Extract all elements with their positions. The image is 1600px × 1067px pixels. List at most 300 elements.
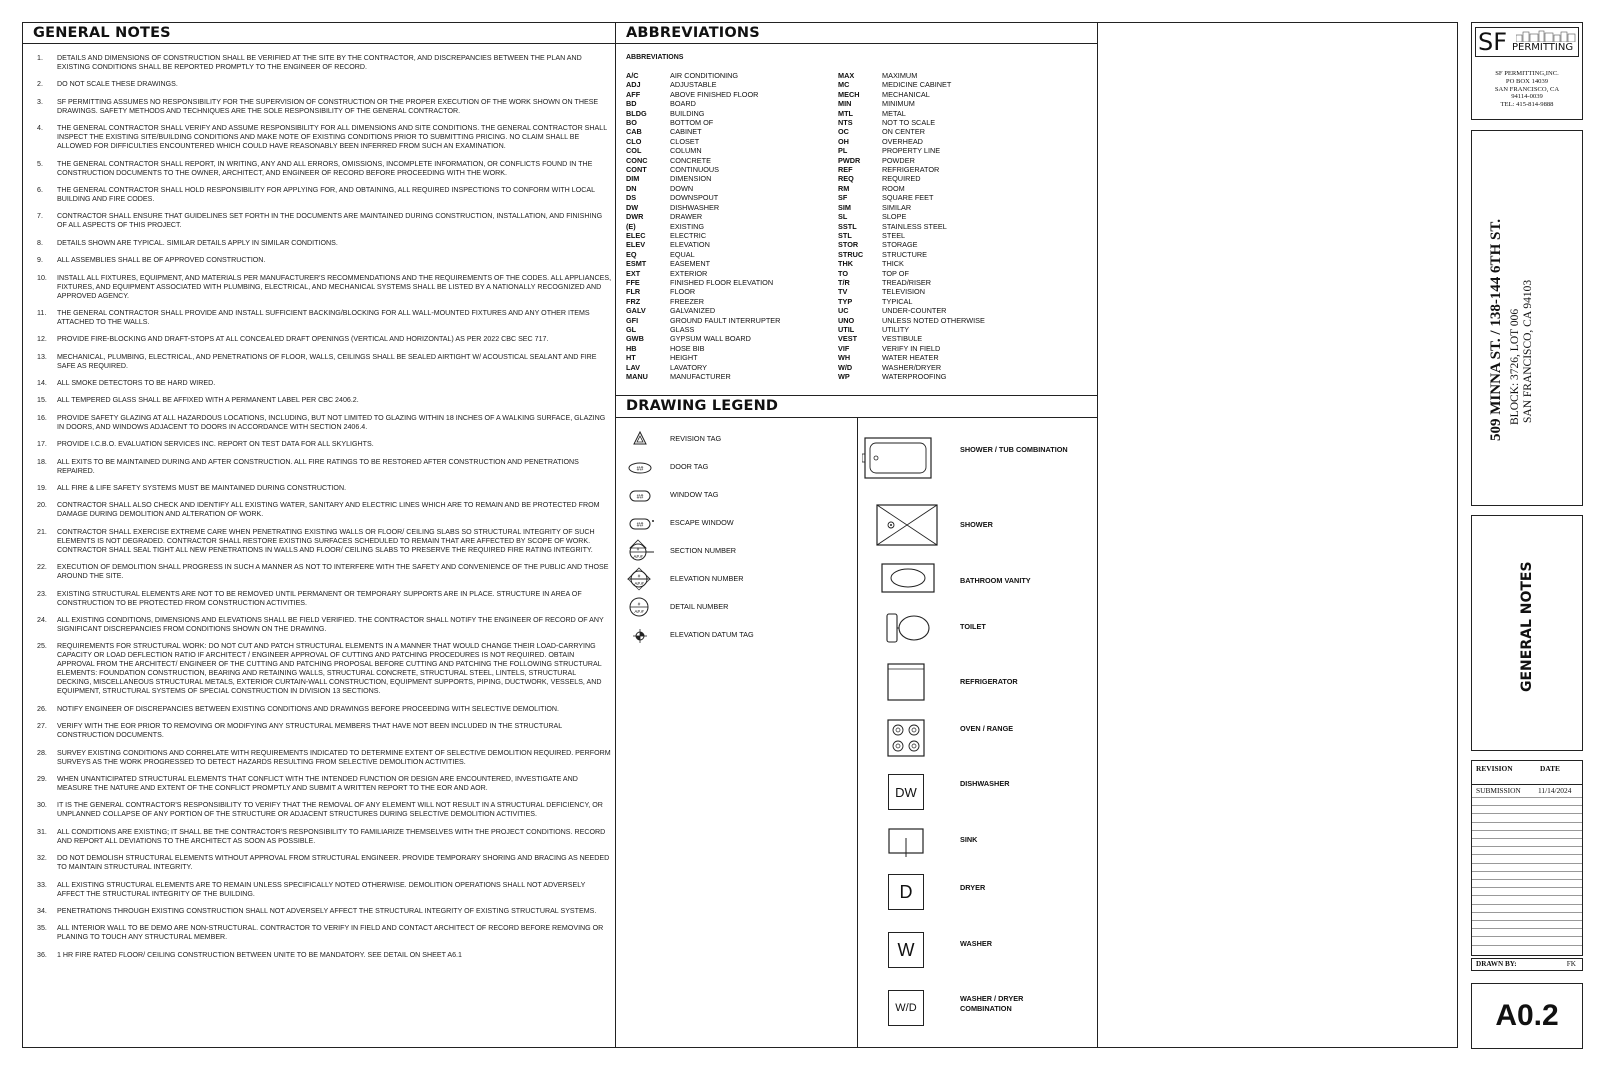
abbreviation-code: WP xyxy=(838,372,850,381)
note-text: ALL ASSEMBLIES SHALL BE OF APPROVED CONSTRUCTION. xyxy=(57,256,266,265)
company-block xyxy=(1471,22,1583,120)
abbreviation-row xyxy=(838,240,985,249)
project-city: SAN FRANCISCO, CA 94103 xyxy=(1522,279,1534,423)
note-text: THE GENERAL CONTRACTOR SHALL PROVIDE AND INSTALL SUFFICIENT BACKING/BLOCKING FOR ALL WALL-MOUNTED FIXTURES AND ANY OTHER ITEMS ATTACHED TO THE WALLS. xyxy=(57,308,590,326)
abbreviation-meaning: STORAGE xyxy=(882,240,918,250)
elevation-number-glyph-top: # xyxy=(637,573,641,579)
elevation-datum-icon xyxy=(632,628,648,644)
note-item xyxy=(37,828,612,846)
abbreviation-code: GALV xyxy=(626,306,646,316)
abbreviation-code: RM xyxy=(838,183,850,193)
abbreviation-meaning: STAINLESS STEEL xyxy=(882,221,947,231)
oven-range-icon xyxy=(886,718,926,758)
abbreviation-meaning: WATERPROOFING xyxy=(882,372,947,381)
abbreviation-row xyxy=(626,231,780,240)
note-item xyxy=(37,854,612,872)
revision-grid-line xyxy=(1472,822,1582,823)
drawn-by-block xyxy=(1471,958,1583,971)
revision-grid-line xyxy=(1472,854,1582,855)
abbreviation-code: ADJ xyxy=(626,80,641,90)
date-header: DATE xyxy=(1540,764,1560,773)
revision-grid-line xyxy=(1472,879,1582,880)
abbreviation-row xyxy=(626,316,780,325)
abbreviation-row xyxy=(838,90,985,99)
section-number-icon xyxy=(624,538,656,562)
note-text: SF PERMITTING ASSUMES NO RESPONSIBILITY FOR THE SUPERVISION OF CONSTRUCTION OR THE PROPER EXECUTION OF THE WORK SHOWN ON THESE DRAWINGS. SAFETY METHODS AND TECHNIQUES ARE THE SOLE RESPONSIBILITY OF THE GENERAL CONTRACTOR. xyxy=(57,97,599,115)
note-item xyxy=(37,124,612,151)
note-number: 28. xyxy=(37,748,47,757)
note-item xyxy=(37,749,612,767)
note-number: 15. xyxy=(37,396,47,405)
note-number: 3. xyxy=(37,97,43,106)
note-text: PROVIDE I.C.B.O. EVALUATION SERVICES INC. REPORT ON TEST DATA FOR ALL SKYLIGHTS. xyxy=(57,440,374,449)
abbreviation-row xyxy=(626,165,780,174)
project-block-lot: BLOCK: 3726, LOT 006 xyxy=(1509,308,1521,425)
elevation-number-glyph-bottom: A#.# xyxy=(634,581,644,586)
abbreviation-row xyxy=(626,184,780,193)
abbreviation-code: ESMT xyxy=(626,259,647,269)
dishwasher-icon: DW xyxy=(888,774,924,810)
sheet-title-block xyxy=(1471,515,1583,751)
abbreviation-code: HT xyxy=(626,353,636,363)
abbreviation-meaning: NOT TO SCALE xyxy=(882,118,936,128)
abbreviation-code: MAX xyxy=(838,71,855,80)
note-item xyxy=(37,274,612,301)
abbreviation-meaning: CABINET xyxy=(670,127,702,137)
legend-detail-number: DETAIL NUMBER xyxy=(670,602,729,611)
drawing-legend-title: DRAWING LEGEND xyxy=(626,398,779,414)
abbreviation-row xyxy=(626,334,780,343)
legend-bathroom-vanity: BATHROOM VANITY xyxy=(960,576,1031,585)
note-number: 33. xyxy=(37,880,47,889)
drawn-by-label: DRAWN BY: xyxy=(1476,960,1517,968)
abbreviation-meaning: AIR CONDITIONING xyxy=(670,71,739,80)
note-text: ALL INTERIOR WALL TO BE DEMO ARE NON-STRUCTURAL. CONTRACTOR TO VERIFY IN FIELD AND CONTACT ARCHITECT OF RECORD BEFORE REMOVING OR PLANING TO TOUCH ANY STRUCTURAL MEMBER. xyxy=(57,924,604,942)
note-number: 34. xyxy=(37,906,47,915)
abbreviation-meaning: REFRIGERATOR xyxy=(882,165,940,175)
abbreviation-meaning: OVERHEAD xyxy=(882,136,923,146)
note-item xyxy=(37,458,612,476)
note-item xyxy=(37,335,612,344)
revision-grid-line xyxy=(1472,838,1582,839)
note-number: 20. xyxy=(37,501,47,510)
abbreviation-code: A/C xyxy=(626,71,639,80)
abbreviation-meaning: GYPSUM WALL BOARD xyxy=(670,334,751,344)
abbreviation-row xyxy=(626,137,780,146)
abbreviation-row xyxy=(838,363,985,372)
note-text: PROVIDE SAFETY GLAZING AT ALL HAZARDOUS LOCATIONS, INCLUDING, BUT NOT LIMITED TO GLAZING WITHIN 18 INCHES OF A WALKING SURFACE, GLAZING IN DOORS, AND WINDOWS ADJACENT TO DOORS IN ACCORDANCE WITH SECTION 2406.4. xyxy=(57,413,606,431)
abbreviation-meaning: EASEMENT xyxy=(670,259,711,269)
abbreviation-meaning: ADJUSTABLE xyxy=(670,80,717,90)
note-number: 14. xyxy=(37,379,47,388)
note-item xyxy=(37,160,612,178)
note-text: ALL EXISTING CONDITIONS, DIMENSIONS AND ELEVATIONS SHALL BE FIELD VERIFIED. THE CONTRACTOR SHALL NOTIFY THE ENGINEER OF RECORD OF ANY SIGNIFICANT DISCREPANCIES FROM CONDITIONS SHOWN ON THE DRAWING. xyxy=(57,615,604,633)
note-number: 10. xyxy=(37,273,47,282)
logo-word: PERMITTING xyxy=(1512,42,1574,53)
legend-elevation-number: ELEVATION NUMBER xyxy=(670,574,744,583)
abbreviation-code: T/R xyxy=(838,277,850,287)
elevation-number-icon xyxy=(624,566,654,592)
revision-block xyxy=(1471,760,1583,956)
note-number: 35. xyxy=(37,924,47,933)
abbreviation-code: CONC xyxy=(626,155,648,165)
abbreviation-row xyxy=(626,325,780,334)
legend-dryer: DRYER xyxy=(960,883,986,892)
note-item xyxy=(37,239,612,248)
note-item xyxy=(37,353,612,371)
legend-divider xyxy=(857,417,858,1047)
bathroom-vanity-icon xyxy=(880,562,936,594)
note-text: THE GENERAL CONTRACTOR SHALL VERIFY AND ASSUME RESPONSIBILITY FOR ALL DIMENSIONS AND SITE CONDITIONS. THE GENERAL CONTRACTOR SHALL INSPECT THE EXISTING SITE/BUILDING CONDITIONS AND MAKE NOTE OF EXISTING CONDITIONS PRIOR TO SUBMITTING PRICING. NO CLAIM SHALL BE ALLOWED FOR DIFFICULTIES ENCOUNTERED WHICH COULD HAVE REASONABLY BEEN INFERRED FROM SUCH AN EXAMINATION. xyxy=(57,124,607,151)
legend-revision-tag: REVISION TAG xyxy=(670,434,722,443)
note-number: 31. xyxy=(37,827,47,836)
legend-elevation-datum-tag: ELEVATION DATUM TAG xyxy=(670,630,754,639)
abbreviation-code: CLO xyxy=(626,136,642,146)
note-number: 25. xyxy=(37,642,47,651)
abbreviation-code: MTL xyxy=(838,108,853,118)
revision-grid-line xyxy=(1472,928,1582,929)
abbreviation-code: UTIL xyxy=(838,324,855,334)
note-item xyxy=(37,616,612,634)
note-number: 22. xyxy=(37,563,47,572)
company-line: TEL: 415-814-9888 xyxy=(1500,101,1554,109)
note-number: 19. xyxy=(37,484,47,493)
abbreviation-code: ELEV xyxy=(626,240,646,250)
abbreviation-row xyxy=(626,306,780,315)
note-number: 36. xyxy=(37,950,47,959)
abbreviation-code: MANU xyxy=(626,372,648,381)
abbreviation-code: DWR xyxy=(626,212,644,222)
abbreviation-row xyxy=(626,222,780,231)
detail-number-glyph-bottom: A#.# xyxy=(634,609,644,614)
abbreviation-code: MC xyxy=(838,80,850,90)
legend-washer: WASHER xyxy=(960,939,993,948)
note-number: 7. xyxy=(37,212,43,221)
note-text: CONTRACTOR SHALL EXERCISE EXTREME CARE WHEN PENETRATING EXISTING WALLS OR FLOOR/ CEILING SLABS SO STRUCTURAL INTEGRITY OF SUCH ELEMENTS IS NOT DEGRADED. CONTRACTOR SHALL RESTORE EXISTING SURFACES SCHEDULED TO REMAIN THAT ARE AFFECTED BY SCOPE OF WORK. CONTRACTOR SHALL SEAL TIGHT ALL NEW PENETRATIONS IN WALLS AND FLOOR/ CEILING SLABS TO PRESERVE THE REQUIRED FIRE RATING INTEGRITY. xyxy=(57,527,595,554)
abbreviation-code: TO xyxy=(838,268,849,278)
abbreviation-meaning: THICK xyxy=(882,259,904,269)
door-tag-glyph: ## xyxy=(636,466,644,473)
legend-shower: SHOWER xyxy=(960,520,993,529)
note-item xyxy=(37,881,612,899)
note-item xyxy=(37,590,612,608)
legend-escape-window: ESCAPE WINDOW xyxy=(670,518,734,527)
abbreviation-row xyxy=(838,80,985,89)
shower-icon xyxy=(875,503,939,547)
abbreviation-meaning: REQUIRED xyxy=(882,174,921,184)
revision-grid-line xyxy=(1472,797,1582,798)
abbr-title-rule xyxy=(615,43,1097,44)
abbreviation-row xyxy=(838,250,985,259)
note-item xyxy=(37,775,612,793)
abbreviation-code: OC xyxy=(838,127,849,137)
sheet-title: GENERAL NOTES xyxy=(1519,561,1535,692)
note-number: 23. xyxy=(37,589,47,598)
abbreviation-meaning: POWDER xyxy=(882,155,915,165)
abbreviation-meaning: CLOSET xyxy=(670,136,700,146)
toilet-icon xyxy=(884,610,936,646)
abbreviation-row xyxy=(838,306,985,315)
note-text: ALL FIRE & LIFE SAFETY SYSTEMS MUST BE MAINTAINED DURING CONSTRUCTION. xyxy=(57,484,347,493)
abbreviation-row xyxy=(838,184,985,193)
note-item xyxy=(37,951,612,960)
note-text: DETAILS SHOWN ARE TYPICAL. SIMILAR DETAILS APPLY IN SIMILAR CONDITIONS. xyxy=(57,238,338,247)
abbreviation-code: SF xyxy=(838,193,848,203)
note-number: 6. xyxy=(37,185,43,194)
revision-header: REVISION xyxy=(1476,764,1513,773)
abbreviation-code: STRUC xyxy=(838,249,864,259)
note-text: VERIFY WITH THE EOR PRIOR TO REMOVING OR MODIFYING ANY STRUCTURAL MEMBERS THAT HAVE NOT BEEN INCLUDED IN THE STRUCTURAL CONSTRUCTION DOCUMENTS. xyxy=(57,722,562,740)
abbreviation-code: VIF xyxy=(838,343,850,353)
note-item xyxy=(37,396,612,405)
sink-icon xyxy=(888,828,924,858)
abbreviation-code: PL xyxy=(838,146,848,156)
abbreviation-meaning: MECHANICAL xyxy=(882,89,930,99)
section-number-glyph-top: # xyxy=(636,546,640,552)
legend-title-rule xyxy=(615,417,1097,418)
abbreviation-meaning: TREAD/RISER xyxy=(882,277,932,287)
abbreviation-meaning: GROUND FAULT INTERRUPTER xyxy=(670,315,781,325)
shower-tub-icon xyxy=(862,436,934,482)
note-item xyxy=(37,80,612,89)
note-item xyxy=(37,54,612,72)
abbreviation-row xyxy=(626,156,780,165)
abbreviation-meaning: WASHER/DRYER xyxy=(882,362,942,372)
abbreviation-code: REQ xyxy=(838,174,854,184)
abbreviation-row xyxy=(626,80,780,89)
abbreviation-code: MIN xyxy=(838,99,852,109)
legend-refrigerator: REFRIGERATOR xyxy=(960,677,1018,686)
general-notes-title: GENERAL NOTES xyxy=(33,25,171,41)
abbreviation-row xyxy=(838,137,985,146)
abbreviation-code: FLR xyxy=(626,287,641,297)
abbreviation-code: AFF xyxy=(626,89,641,99)
note-number: 18. xyxy=(37,457,47,466)
abbreviation-row xyxy=(626,250,780,259)
sheet-number: A0.2 xyxy=(1495,999,1559,1032)
sf-permitting-logo xyxy=(1475,27,1579,57)
note-item xyxy=(37,440,612,449)
notes-title-rule xyxy=(23,43,615,44)
abbreviation-code: SSTL xyxy=(838,221,857,231)
abbreviation-meaning: FREEZER xyxy=(670,296,705,306)
abbreviation-meaning: SQUARE FEET xyxy=(882,193,934,203)
abbreviation-row xyxy=(626,109,780,118)
abbreviation-meaning: SIMILAR xyxy=(882,202,912,212)
note-number: 1. xyxy=(37,54,43,62)
abbreviation-code: GWB xyxy=(626,334,644,344)
note-item xyxy=(37,501,612,519)
abbreviation-meaning: MAXIMUM xyxy=(882,71,918,80)
note-item xyxy=(37,414,612,432)
note-item xyxy=(37,484,612,493)
abbreviation-row xyxy=(626,146,780,155)
skyline-icon xyxy=(1516,30,1576,42)
abbreviation-meaning: MINIMUM xyxy=(882,99,915,109)
note-text: DO NOT SCALE THESE DRAWINGS. xyxy=(57,80,178,89)
note-text: EXECUTION OF DEMOLITION SHALL PROGRESS IN SUCH A MANNER AS NOT TO INTERFERE WITH THE SAFETY AND CONVENIENCE OF THE PUBLIC AND THOSE AROUND THE SITE. xyxy=(57,563,609,581)
legend-section-number: SECTION NUMBER xyxy=(670,546,737,555)
note-text: INSTALL ALL FIXTURES, EQUIPMENT, AND MATERIALS PER MANUFACTURER'S RECOMMENDATIONS AND THE REQUIREMENTS OF THE CODES. ALL APPLIANCES, FIXTURES, AND EQUIPMENT ASSOCIATED WITH PLUMBING, ELECTRICAL, AND MECHANICAL SYSTEMS SHALL BE LISTED BY A NATIONALLY RECOGNIZED AND APPROVED AGENCY. xyxy=(57,273,612,300)
abbreviation-meaning: WATER HEATER xyxy=(882,353,939,363)
abbreviation-row xyxy=(838,231,985,240)
note-text: DETAILS AND DIMENSIONS OF CONSTRUCTION SHALL BE VERIFIED AT THE SITE BY THE CONTRACTOR, AND DISCREPANCIES BETWEEN THE PLAN AND EXISTING CONDITIONS SHALL BE REPORTED PROMPTLY TO THE ENGINEER OF RECORD. xyxy=(57,54,582,71)
note-number: 13. xyxy=(37,352,47,361)
abbreviation-row xyxy=(626,90,780,99)
abbreviation-meaning: EQUAL xyxy=(670,249,695,259)
abbreviation-meaning: GALVANIZED xyxy=(670,306,716,316)
abbreviations-column-left xyxy=(626,71,780,381)
abbreviation-meaning: ROOM xyxy=(882,183,905,193)
note-number: 24. xyxy=(37,615,47,624)
abbreviation-row xyxy=(626,344,780,353)
abbreviation-code: STOR xyxy=(838,240,859,250)
abbreviation-row xyxy=(838,174,985,183)
general-notes-list xyxy=(37,54,612,968)
abbreviation-row xyxy=(838,109,985,118)
abbreviation-meaning: MANUFACTURER xyxy=(670,372,731,381)
abbreviation-row xyxy=(838,278,985,287)
abbreviation-row xyxy=(838,203,985,212)
abbreviation-row xyxy=(838,118,985,127)
note-text: ALL SMOKE DETECTORS TO BE HARD WIRED. xyxy=(57,379,216,388)
revision-grid-line xyxy=(1472,846,1582,847)
abbreviation-meaning: COLUMN xyxy=(670,146,702,156)
note-text: REQUIREMENTS FOR STRUCTURAL WORK: DO NOT CUT AND PATCH STRUCTURAL ELEMENTS IN A MANNER THAT WOULD CHANGE THEIR LOAD-CARRYING CAPACITY OR LOAD DEFLECTION RATIO IF ARCHITECT / ENGINEER APPROVAL OF CUTTING AND PATCHING PROCEDURES IS NOT REQUIRED. OBTAIN APPROVAL FROM THE ARCHITECT/ ENGINEER OF THE CUTTING AND PATCHING PROPOSAL BEFORE CUTTING AND PATCHING THE FOLLOWING STRUCTURAL ELEMENTS: FOUNDATION CONSTRUCTION, BEARING AND RETAINING WALLS, STRUCTURAL CONCRETE, STRUCTURAL STEEL, LINTELS, STRUCTURAL DECKING, MISCELLANEOUS STRUCTURAL METALS, EXTERIOR CURTAIN-WALL CONSTRUCTION, EQUIPMENT SUPPORTS, PIPING, DUCTWORK, VESSELS, AND EQUIPMENT, STRUCTURAL SYSTEMS OF SPECIAL CONSTRUCTION IN DIVISION 13 SECTIONS. xyxy=(57,642,602,696)
note-text: EXISTING STRUCTURAL ELEMENTS ARE NOT TO BE REMOVED UNTIL PERMANENT OR TEMPORARY SUPPORTS ARE IN PLACE. STRUCTURE IN AREA OF CONSTRUCTION TO BE PROTECTED FROM CONSTRUCTION ACTIVITIES. xyxy=(57,589,582,607)
abbreviation-code: HB xyxy=(626,343,637,353)
dryer-icon: D xyxy=(888,874,924,910)
divider-notes-abbr xyxy=(615,23,616,1047)
abbreviation-code: DIM xyxy=(626,174,640,184)
abbreviation-row xyxy=(838,344,985,353)
abbreviation-code: (E) xyxy=(626,221,636,231)
revision-grid-line xyxy=(1472,830,1582,831)
note-number: 2. xyxy=(37,80,43,89)
abbreviation-meaning: GLASS xyxy=(670,324,695,334)
abbreviation-meaning: FLOOR xyxy=(670,287,696,297)
abbreviation-row xyxy=(838,353,985,362)
note-text: CONTRACTOR SHALL ALSO CHECK AND IDENTIFY ALL EXISTING WATER, SANITARY AND ELECTRIC LINES WHICH ARE TO REMAIN AND BE PROTECTED FROM DAMAGE DURING DEMOLITION AND ALTERATION OF WORK. xyxy=(57,501,600,519)
abbreviations-subheading: ABBREVIATIONS xyxy=(626,54,684,61)
abbreviation-row xyxy=(838,259,985,268)
note-item xyxy=(37,801,612,819)
washer-dryer-icon: W/D xyxy=(888,990,924,1026)
abbreviation-meaning: LAVATORY xyxy=(670,362,708,372)
abbreviation-code: PWDR xyxy=(838,155,861,165)
note-item xyxy=(37,309,612,327)
abbreviation-meaning: UTILITY xyxy=(882,324,910,334)
note-number: 21. xyxy=(37,527,47,536)
abbreviation-row xyxy=(626,363,780,372)
abbreviation-code: GFI xyxy=(626,315,639,325)
note-number: 4. xyxy=(37,124,43,133)
note-text: ALL TEMPERED GLASS SHALL BE AFFIXED WITH A PERMANENT LABEL PER CBC 2406.2. xyxy=(57,396,359,405)
revision-grid-line xyxy=(1472,912,1582,913)
revision-grid-line xyxy=(1472,871,1582,872)
company-line: 94114-0039 xyxy=(1511,93,1543,101)
abbreviation-row xyxy=(838,193,985,202)
window-tag-icon xyxy=(627,489,653,503)
note-number: 17. xyxy=(37,440,47,449)
abbreviation-meaning: FINISHED FLOOR ELEVATION xyxy=(670,277,774,287)
abbreviation-code: CAB xyxy=(626,127,642,137)
abbreviation-meaning: HEIGHT xyxy=(670,353,698,363)
abbreviation-code: UNO xyxy=(838,315,855,325)
abbreviation-row xyxy=(838,212,985,221)
note-text: ALL EXITS TO BE MAINTAINED DURING AND AFTER CONSTRUCTION. ALL FIRE RATINGS TO BE RESTORED AFTER CONSTRUCTION AND PENETRATIONS REPAIRED. xyxy=(57,457,579,475)
abbreviations-column-right xyxy=(838,71,985,381)
note-text: DO NOT DEMOLISH STRUCTURAL ELEMENTS WITHOUT APPROVAL FROM STRUCTURAL ENGINEER. PROVIDE TEMPORARY SHORING AND BRACING AS NEEDED TO MAINTAIN STRUCTURAL INTEGRITY. xyxy=(57,854,610,872)
revision-date: 11/14/2024 xyxy=(1538,786,1572,795)
note-text: ALL CONDITIONS ARE EXISTING; IT SHALL BE THE CONTRACTOR'S RESPONSIBILITY TO FAMILIARIZE THEMSELVES WITH THE PROJECT CONDITIONS. RECORD AND REPORT ALL DEVIATIONS TO THE ARCHITECT AS SOON AS POSSIBLE. xyxy=(57,827,606,845)
note-text: THE GENERAL CONTRACTOR SHALL HOLD RESPONSIBILITY FOR APPLYING FOR, AND OBTAINING, ALL REQUIRED INSPECTIONS TO CONFORM WITH LOCAL BUILDING AND FIRE CODES. xyxy=(57,185,595,203)
abbreviation-code: CONT xyxy=(626,165,647,175)
note-text: WHEN UNANTICIPATED STRUCTURAL ELEMENTS THAT CONFLICT WITH THE INTENDED FUNCTION OR DESIGN ARE ENCOUNTERED, INVESTIGATE AND MEASURE THE NATURE AND EXTENT OF THE CONFLICT PROMPTLY AND SUBMIT A WRITTEN REPORT TO THE EOR AND AOR. xyxy=(57,774,578,792)
abbreviation-code: MECH xyxy=(838,89,860,99)
note-number: 27. xyxy=(37,722,47,731)
abbreviation-code: DS xyxy=(626,193,637,203)
abbreviation-meaning: BOTTOM OF xyxy=(670,118,714,128)
abbreviation-code: THK xyxy=(838,259,853,269)
abbreviations-title: ABBREVIATIONS xyxy=(626,25,760,41)
escape-window-icon xyxy=(627,517,655,531)
abbreviation-code: FRZ xyxy=(626,296,641,306)
abbreviation-meaning: DIMENSION xyxy=(670,174,712,184)
note-number: 30. xyxy=(37,801,47,810)
revision-grid-line xyxy=(1472,887,1582,888)
abbreviation-meaning: ELECTRIC xyxy=(670,230,707,240)
abbreviation-row xyxy=(838,316,985,325)
note-item xyxy=(37,907,612,916)
abbreviation-row xyxy=(626,71,780,80)
abbreviation-code: NTS xyxy=(838,118,853,128)
abbreviation-code: COL xyxy=(626,146,642,156)
abbreviation-code: VEST xyxy=(838,334,858,344)
abbreviation-row xyxy=(838,287,985,296)
escape-window-glyph: ## xyxy=(636,522,644,529)
abbreviation-meaning: EXTERIOR xyxy=(670,268,708,278)
legend-sink: SINK xyxy=(960,835,978,844)
legend-washer-dryer: WASHER / DRYER COMBINATION xyxy=(960,994,1024,1013)
abbreviation-row xyxy=(838,269,985,278)
project-block xyxy=(1471,130,1583,506)
abbreviation-row xyxy=(626,297,780,306)
abbreviation-row xyxy=(626,174,780,183)
note-number: 16. xyxy=(37,413,47,422)
abbreviation-row xyxy=(838,165,985,174)
note-text: CONTRACTOR SHALL ENSURE THAT GUIDELINES SET FORTH IN THE DOCUMENTS ARE MAINTAINED DURING CONSTRUCTION, INSTALLATION, AND FINISHING OF ALL ASPECTS OF THIS PROJECT. xyxy=(57,212,603,230)
section-number-glyph-bottom: A#.# xyxy=(633,554,643,559)
legend-top-rule xyxy=(615,395,1097,396)
company-line: PO BOX 14039 xyxy=(1505,77,1549,85)
abbreviation-meaning: HOSE BIB xyxy=(670,343,705,353)
note-number: 12. xyxy=(37,335,47,344)
abbreviation-meaning: DOWNSPOUT xyxy=(670,193,719,203)
abbreviation-meaning: STEEL xyxy=(882,230,906,240)
window-tag-glyph: ## xyxy=(636,494,644,501)
company-info xyxy=(1472,70,1582,109)
sheet-number-block xyxy=(1471,983,1583,1049)
note-number: 29. xyxy=(37,774,47,783)
note-text: ALL EXISTING STRUCTURAL ELEMENTS ARE TO REMAIN UNLESS SPECIFICALLY NOTED OTHERWISE. DEMOLITION OPERATIONS SHALL NOT ADVERSELY AFFECT THE STRUCTURAL INTEGRITY OF THE BUILDING. xyxy=(57,880,586,898)
abbreviation-row xyxy=(626,193,780,202)
note-item xyxy=(37,722,612,740)
abbreviation-row xyxy=(838,146,985,155)
abbreviation-meaning: BUILDING xyxy=(670,108,705,118)
revision-grid-line xyxy=(1472,904,1582,905)
note-item xyxy=(37,256,612,265)
